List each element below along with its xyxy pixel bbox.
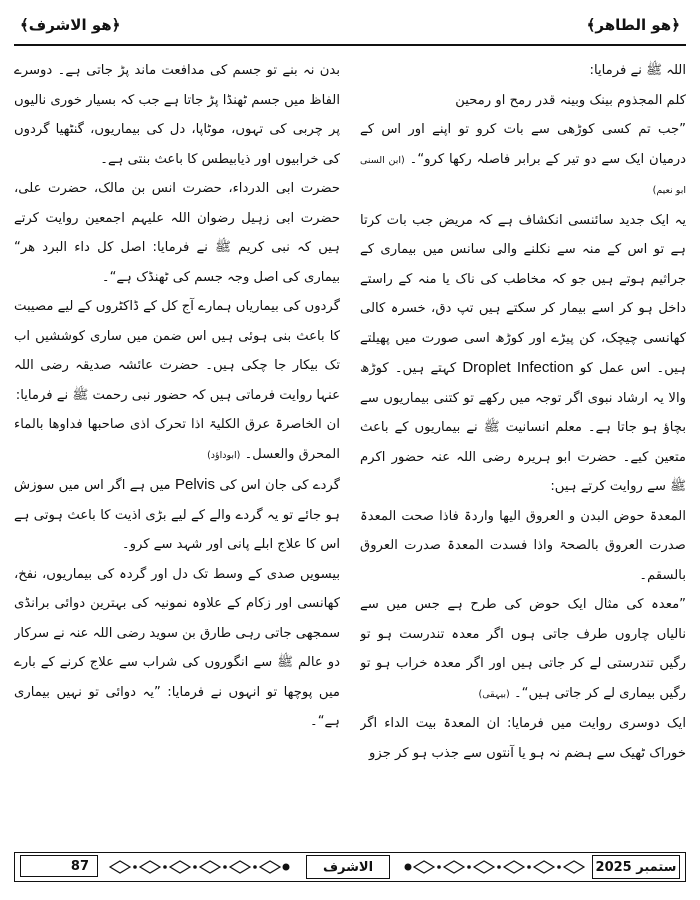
text-segment: گردے کی جان اس کی [219,478,340,493]
paragraph: اللہ ﷺ نے فرمایا: [589,63,686,78]
footer-ornament-left [106,859,298,875]
reference: (ابن السنی ابو نعیم) [360,154,686,196]
latin-term: Pelvis [174,476,215,493]
paragraph [14,410,340,470]
latin-term: Droplet Infection [462,359,574,376]
issue-date-box [592,855,680,879]
header-title-right: ﴿هو الطاهر﴾ [586,16,680,34]
paragraph [14,470,340,560]
paragraph [360,590,686,709]
paragraph [360,206,686,502]
header-rule [14,44,686,46]
magazine-name-box [306,855,390,879]
text-segment: میں ہے اگر اس میں سوزش ہو جائے تو یہ گردے والے کے لیے بڑی اذیت کا باعث ہوتی ہے اس کا علاج ابلے پانی اور شہد سے کرو۔ [14,478,340,552]
paragraph: حضرت ابی الدرداء، حضرت انس بن مالک، حضرت علی، حضرت ابی زہیل رضوان اللہ علیہم اجمعین روایت کرتے ہیں کہ نبی کریم ﷺ نے فرمایا: اصل کل داء البرد ھر“ بیماری کی اصل وجہ جسم کی ٹھنڈک ہے“۔ [14,181,340,285]
page-number: 87 [70,858,89,874]
page-header [14,14,686,44]
translation: ”معدہ کی مثال ایک حوض کی طرح ہے جس میں سے نالیاں چاروں طرف جاتی ہوں اگر معدہ تندرست ہو تو رگیں تندرستی لے کر جاتی ہیں اور اگر معدہ خراب ہو تو رگیں بیماری لے کر جاتی ہیں“۔ [360,597,686,701]
arabic-hadith: ان الخاصرۃ عرق الکلیۃ اذا تحرک اذی صاحبھا فداوھا بالماء المحرق والعسل۔ [14,417,340,462]
paragraph: ایک دوسری روایت میں فرمایا: ان المعدۃ بیت الداء اگر خوراک ٹھیک سے ہضم نہ ہو یا آنتوں سے جذب ہو کر جزو [360,716,686,761]
header-title-left: ﴿هو الاشرف﴾ [20,16,121,34]
arabic-hadith: کلم المجذوم بینک وبینہ قدر رمح او رمحین [455,92,686,108]
text-segment: کہتے ہیں۔ کوڑھ والا یہ ارشاد نبوی اگر توجہ میں رکھے تو کتنی بیماریوں سے بچاؤ ہو جاتا ہے۔ معلم انسانیت ﷺ نے بیماریوں کے باعث متعین کیے۔ حضرت ابو ہریرہ رضی اللہ عنہ حضور اکرم ﷺ سے روایت کرتے ہیں: [360,361,686,494]
paragraph: بیسویں صدی کے وسط تک دل اور گردہ کی بیماریوں، نفخ، کھانسی اور زکام کے علاوہ نمونیہ کی بہترین دوائی برانڈی سمجھی جاتی رہی طارق بن سوید رضی اللہ عنہ نے سرکار دو عالم ﷺ سے انگوروں کی شراب سے علاج کرنے کے بارے میں پوچھا تو انہوں نے فرمایا: ”یہ دوائی تو نہیں بیماری ہے“۔ [14,566,340,729]
paragraph [360,115,686,206]
reference: (بیہقی) [478,688,510,700]
reference: (ابوداؤد) [207,449,241,461]
paragraph: گردوں کی بیماریاں ہمارے آج کل کے ڈاکٹروں کے لیے مصیبت کا باعث بنی ہوئی ہیں اس ضمن میں ساری کوششیں اب تک بیکار جا چکی ہیں۔ حضرت عائشہ صدیقہ رضی اللہ عنہا روایت فرماتی ہیں کہ حضور نبی رحمت ﷺ نے فرمایا: [14,299,340,403]
page-number-box [20,855,98,877]
text-segment: یہ ایک جدید سائنسی انکشاف ہے کہ مریض جب بات کرتا ہے تو اس کے منہ سے نکلنے والی سانس میں بیماری کے جراثیم ہوتے ہیں جو کہ مخاطب کی ناک یا منہ کے راستے داخل ہو کر اسے بیمار کر سکتے ہیں تپ دق، خسرہ کالی کھانسی چیچک، کن پیڑے اور کوڑھ اسی صورت میں پھیلتے ہیں۔ اس عمل کو [360,212,686,376]
left-column [14,56,340,824]
issue-date: ستمبر 2025 [595,859,677,875]
paragraph: بدن نہ بنے تو جسم کی مدافعت ماند پڑ جاتی ہے۔ دوسرے الفاظ میں جسم ٹھنڈا پڑ جاتا ہے جب کہ بسیار خوری نالیوں پر چربی کی تہوں، موٹاپا، دل کی بیماریوں، گنٹھیا گردوں کی خرابیوں اور ذیابیطس کا باعث بنتی ہے۔ [14,63,340,167]
right-column [360,56,686,824]
magazine-name: الاشرف [322,859,374,875]
footer-ornament-right [396,859,588,875]
translation: ”جب تم کسی کوڑھی سے بات کرو تو اپنے اور اس کے درمیان ایک سے دو تیر کے برابر فاصلہ رکھا کرو“۔ [360,122,686,167]
page-footer [14,852,686,882]
arabic-hadith: المعدۃ حوض البدن و العروق الیھا واردۃ فاذا صحت المعدۃ صدرت العروق بالصحۃ واذا فسدت المعدۃ صدرت العروق بالسقم۔ [360,508,686,583]
